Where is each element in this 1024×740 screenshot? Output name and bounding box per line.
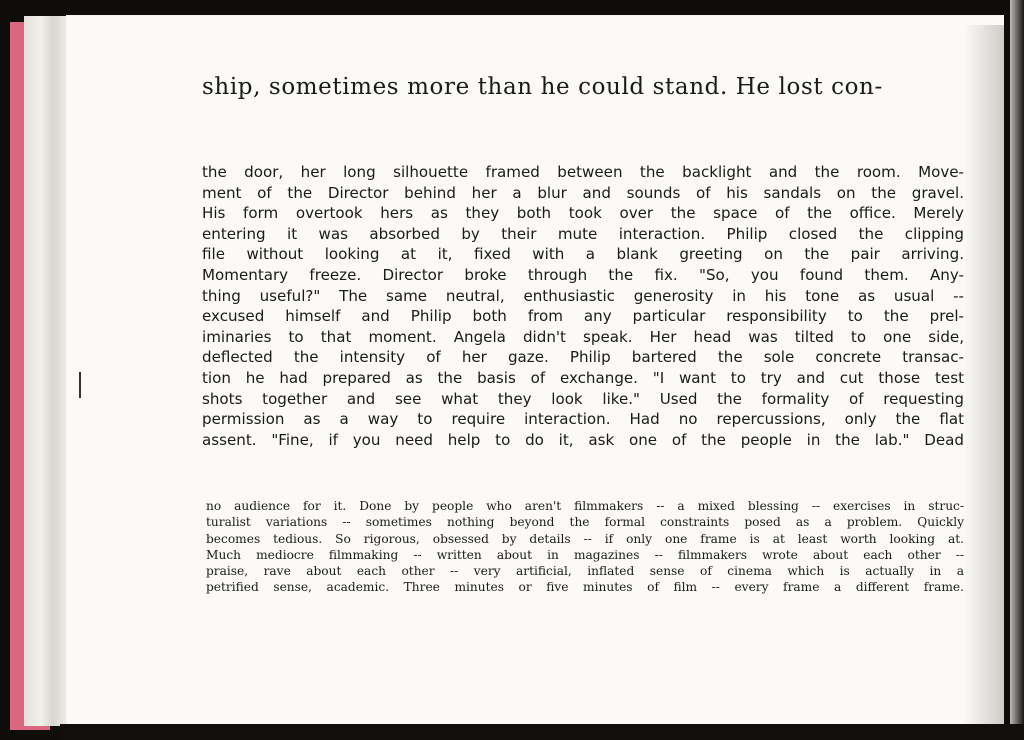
text-line: permission as a way to require interaction. Had no repercussions, only the flat xyxy=(202,410,964,429)
bottom-edge xyxy=(60,724,1024,740)
text-line: Much mediocre filmmaking -- written about in magazines -- filmmakers wrote about each other -- xyxy=(206,547,964,562)
page-stack-edge xyxy=(24,16,72,726)
text-line: iminaries to that moment. Angela didn't speak. Her head was tilted to one side, xyxy=(202,327,964,346)
text-line: assent. "Fine, if you need help to do it, ask one of the people in the lab." Dead xyxy=(202,430,964,449)
gutter-shadow xyxy=(964,25,1004,737)
text-line: Momentary freeze. Director broke through the fix. "So, you found them. Any- xyxy=(202,265,964,284)
text-line: ment of the Director behind her a blur and sounds of his sandals on the gravel. xyxy=(202,183,964,202)
text-line: excused himself and Philip both from any particular responsibility to the prel- xyxy=(202,307,964,326)
text-line: thing useful?" The same neutral, enthusiastic generosity in his tone as usual -- xyxy=(202,286,964,305)
top-paragraph xyxy=(202,70,964,104)
text-line: the door, her long silhouette framed between the backlight and the room. Move- xyxy=(202,163,964,181)
text-line: becomes tedious. So rigorous, obsessed by details -- if only one frame is at least worth looking at. xyxy=(206,531,964,546)
text-line: tion he had prepared as the basis of exchange. "I want to try and cut those test xyxy=(202,368,964,387)
text-line: no audience for it. Done by people who aren't filmmakers -- a mixed blessing -- exercises in struc- xyxy=(206,499,964,513)
text-line: petrified sense, academic. Three minutes or five minutes of film -- every frame a different frame. xyxy=(206,580,964,595)
margin-mark xyxy=(79,372,81,398)
text-line: ship, sometimes more than he could stand. He lost con- xyxy=(202,74,883,100)
main-paragraph xyxy=(202,162,964,450)
quote-paragraph xyxy=(206,498,964,596)
right-edge xyxy=(1010,0,1024,740)
text-line: shots together and see what they look like." Used the formality of requesting xyxy=(202,389,964,408)
text-line: file without looking at it, fixed with a blank greeting on the pair arriving. xyxy=(202,245,964,264)
text-line: entering it was absorbed by their mute interaction. Philip closed the clipping xyxy=(202,224,964,243)
text-line: praise, rave about each other -- very artificial, inflated sense of cinema which is actually in a xyxy=(206,564,964,579)
text-line: turalist variations -- sometimes nothing beyond the formal constraints posed as a problem. Quickly xyxy=(206,515,964,530)
text-line: deflected the intensity of her gaze. Philip bartered the sole concrete transac- xyxy=(202,348,964,367)
text-line: His form overtook hers as they both took over the space of the office. Merely xyxy=(202,204,964,223)
